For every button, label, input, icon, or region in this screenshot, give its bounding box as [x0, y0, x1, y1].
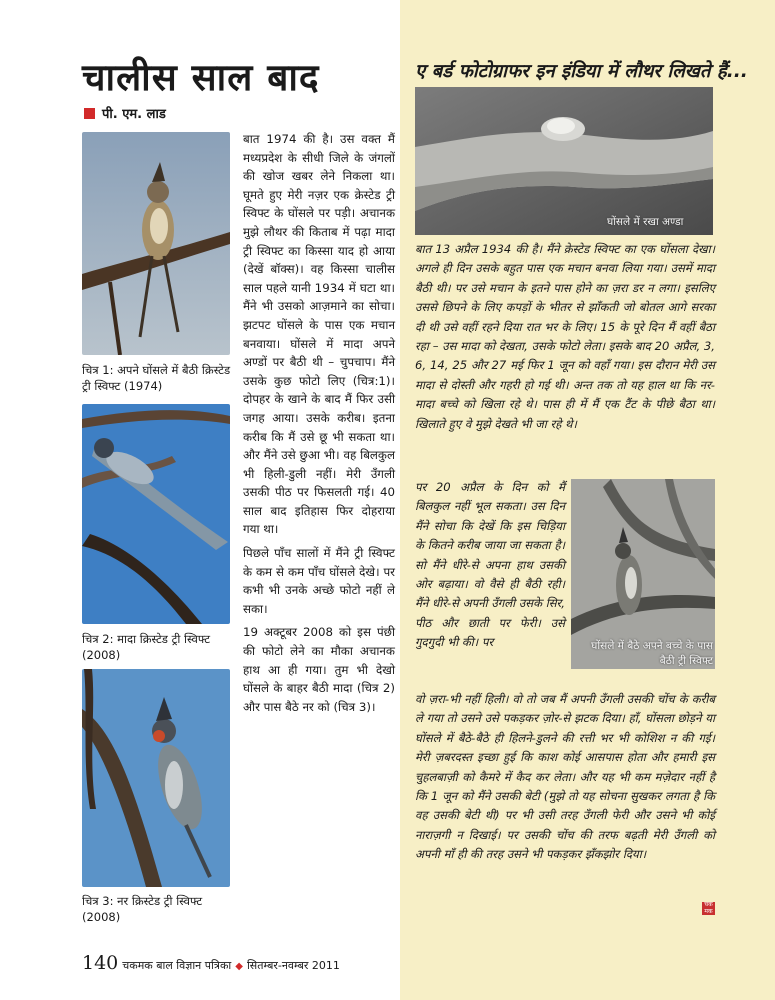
page-number: 140	[82, 952, 119, 974]
bullet-square-icon	[84, 108, 95, 119]
chakmak-end-logo: चक मक	[702, 902, 715, 915]
author-name: पी. एम. लाड	[102, 107, 166, 122]
magazine-name: चकमक बाल विज्ञान पत्रिका	[122, 959, 232, 972]
figure-3-photo	[82, 669, 230, 887]
article-body	[243, 130, 395, 721]
article-paragraph: 19 अक्टूबर 2008 को इस पंछी की फोटो लेने का मौका अचानक हाथ आ ही गया। तुम भी देखो घोंसले के बाहर बैठी मादा (चित्र 2) और पास बैठे नर को (चित्र 3)।	[243, 625, 395, 714]
chick-photo-caption: घोंसले में बैठे अपने बच्चे के पास बैठी ट्री स्विफ्ट	[591, 640, 713, 667]
tree-swift-with-chick-photo	[571, 479, 715, 669]
box-paragraph-1	[415, 240, 715, 434]
article-title: चालीस साल बाद	[82, 56, 320, 99]
author-byline	[84, 104, 166, 122]
article-paragraph: बात 1974 की है। उस वक्त मैं मध्यप्रदेश के सीधी जिले के जंगलों की खोज खबर लेने निकला था। घूमते हुए मेरी नज़र एक क्रेस्टेड ट्री स्विफ्ट के घोंसले पर पड़ी। अचानक मुझे लौथर की किताब में पढ़ा मादा ट्री स्विफ्ट का किस्सा याद हो आया (देखें बॉक्स)। वह किस्सा चालीस साल पहले यानी 1934 में घटा था। मैंने भी उसको आज़माने का सोचा। झटपट घोंसले के पास एक मचान बनवाया। घोंसले में मादा अपने अण्डों पर बैठी थी – चुपचाप। मैंने उसके कुछ फोटो लिए (चित्र:1)। दोपहर के खाने के बाद मैं फिर उसी जगह आया। उसके करीब। इतना करीब कि मैं उसे छू भी सकता था। और मैंने उसे छुआ भी। वह बिलकुल भी हिली-डुली नहीं। मेरी उँगली उसकी पीठ पर फिसलती गई। 40 साल बाद इतिहास फिर दोहराया गया था।	[243, 132, 395, 537]
egg-photo-caption: घोंसले में रखा अण्डा	[607, 216, 684, 228]
box-paragraph: बात 13 अप्रैल 1934 की है। मैंने क्रेस्टेड स्विफ्ट का एक घोंसला देखा। अगले ही दिन उसके बहुत पास एक मचान बनवा लिया गया। उसमें मादा बैठी थी। पर उसे मचान के इतने पास होने का ज़रा डर न लगा। इसलिए उससे छिपने के लिए कपड़ों के भीतर से झाँकती जो बोतल आगे सरका दी थी उसे वहीं रहने दिया रात भर के लिए। 15 के पूरे दिन मैं वहीं बैठा रहा – उस मादा को देखता, उसके फोटो लेता। इसके बाद 20 अप्रैल, 3, 6, 14, 25 और 27 मई फिर 1 जून को वहाँ गया। इस दौरान मेरी उस मादा से दोस्ती और गहरी हो गई थी। अन्त तक तो यह हाल था कि नर-मादा बच्चे को खिला रहे थे। पास ही में मैं एक टैंट के पीछे बैठा था। खिलाते हुए वे मुझे देखते भी जा रहे थे।	[415, 242, 715, 431]
egg-nest-photo	[415, 87, 713, 235]
figure-2-photo	[82, 404, 230, 624]
figure-3-caption: चित्र 3: नर क्रिस्टेड ट्री स्विफ्ट (2008)	[82, 894, 203, 924]
box-title: ए बर्ड फोटोग्राफर इन इंडिया में लौथर लिखते हैं...	[415, 61, 748, 82]
box-paragraph-2-wide	[415, 690, 715, 865]
box-paragraph: पर 20 अप्रैल के दिन को मैं बिलकुल नहीं भूल सकता। उस दिन मैंने सोचा कि देखें कि इस चिड़िया के कितने करीब जाया जा सकता है। सो मैंने धीरे-से अपना हाथ उसकी ओर बढ़ाया। वो वैसे ही बैठी रही। मैंने धीरे-से अपनी उँगली उसके सिर, पीठ और छाती पर फेरी। उसे गुदगुदी भी की। पर	[415, 480, 565, 650]
article-paragraph: पिछले पाँच सालों में मैंने ट्री स्विफ्ट के कम से कम पाँच घोंसले देखे। पर कभी भी उनके अच्छे फोटो नहीं ले सका।	[243, 546, 395, 616]
box-paragraph-2-narrow	[415, 478, 565, 653]
figure-1-photo	[82, 132, 230, 355]
page-footer	[82, 952, 340, 974]
box-paragraph: वो ज़रा-भी नहीं हिली। वो तो जब मैं अपनी उँगली उसकी चोंच के करीब ले गया तो उसने उसे पकड़कर ज़ोर-से झटक दिया। हाँ, घोंसला छोड़ने या घोंसले में बैठे-बैठे ही हिलने-डुलने की रत्ती भर भी कोशिश न की गई। मेरी ज़बरदस्त इच्छा हुई कि काश कोई आसपास होता और हमारी इस चुहलबाज़ी को कैमरे में कैद कर लेता। और यह भी कम मज़ेदार नहीं है कि 1 जून को मैंने उसकी बेटी (मुझे तो यह सोचना सुखकर लगता है कि वह उसकी बेटी थी) पर भी उसी तरह उँगली फेरी और उसने भी कोई नाराज़गी न दिखाई। पर उसकी चोंच की तरफ बढ़ती मेरी उँगली को अपनी माँ ही की तरह उसने भी पकड़कर झँकझोर दिया।	[415, 692, 715, 862]
issue-date: सितम्बर-नवम्बर 2011	[246, 959, 340, 972]
figure-2-caption: चित्र 2: मादा क्रिस्टेड ट्री स्विफ्ट (2008)	[82, 632, 210, 662]
diamond-icon: ◆	[235, 961, 243, 972]
figure-1-caption: चित्र 1: अपने घोंसले में बैठी क्रिस्टेड ट्री स्विफ्ट (1974)	[82, 363, 231, 393]
